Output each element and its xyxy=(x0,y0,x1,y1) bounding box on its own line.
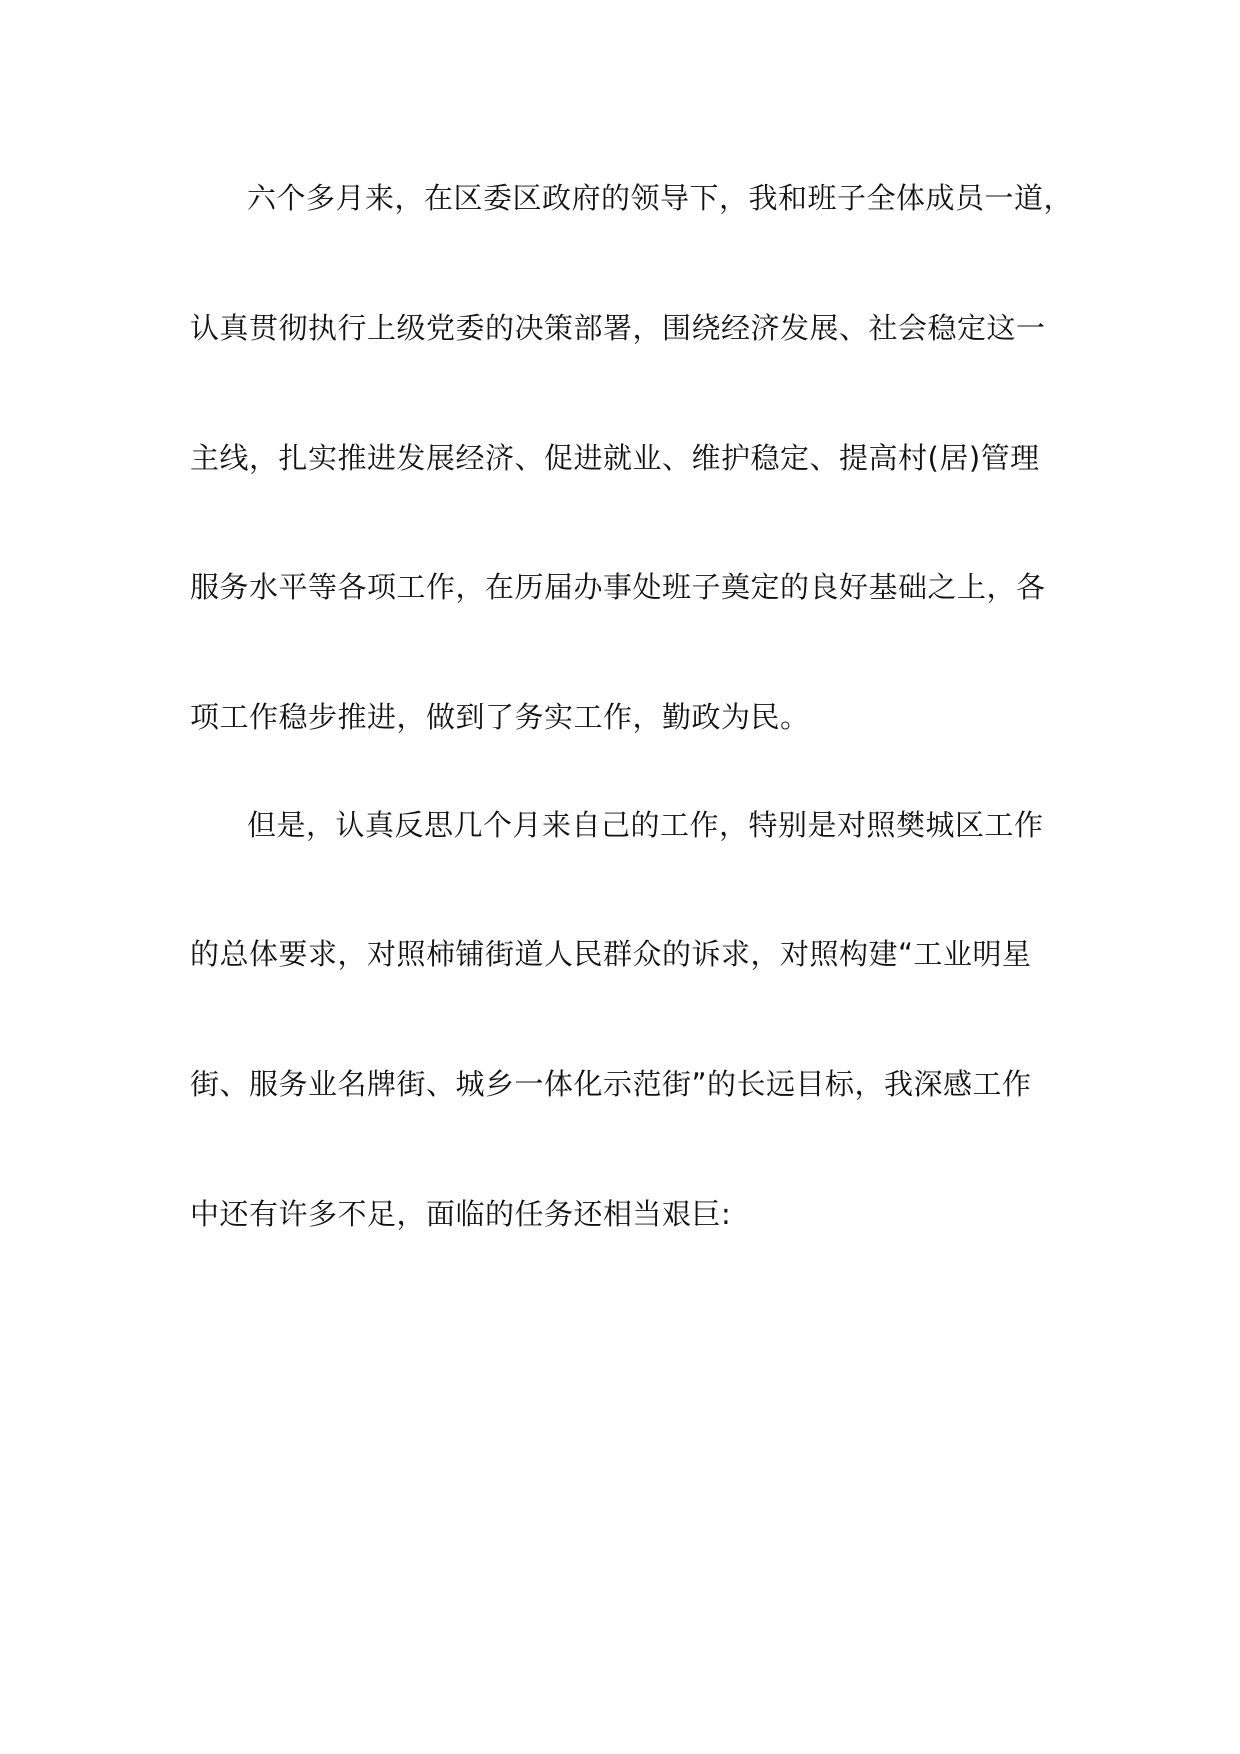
paragraph-2-line-2: 的总体要求，对照柿铺街道人民群众的诉求，对照构建“工业明星 xyxy=(190,937,1032,971)
paragraph-2-line-3: 街、服务业名牌街、城乡一体化示范街”的长远目标，我深感工作 xyxy=(190,1067,1032,1101)
paragraph-1-line-2: 认真贯彻执行上级党委的决策部署，围绕经济发展、社会稳定这一 xyxy=(190,311,1046,345)
paragraph-1-line-3: 主线，扎实推进发展经济、促进就业、维护稳定、提高村(居)管理 xyxy=(190,441,1040,475)
paragraph-1-line-1: 六个多月来，在区委区政府的领导下，我和班子全体成员一道， xyxy=(247,181,1074,215)
paragraph-2-line-4: 中还有许多不足，面临的任务还相当艰巨: xyxy=(190,1197,732,1231)
paragraph-1-line-4: 服务水平等各项工作，在历届办事处班子奠定的良好基础之上，各 xyxy=(190,570,1046,604)
paragraph-2-line-1: 但是，认真反思几个月来自己的工作，特别是对照樊城区工作 xyxy=(247,808,1044,842)
paragraph-1-line-5: 项工作稳步推进，做到了务实工作，勤政为民。 xyxy=(190,700,810,734)
